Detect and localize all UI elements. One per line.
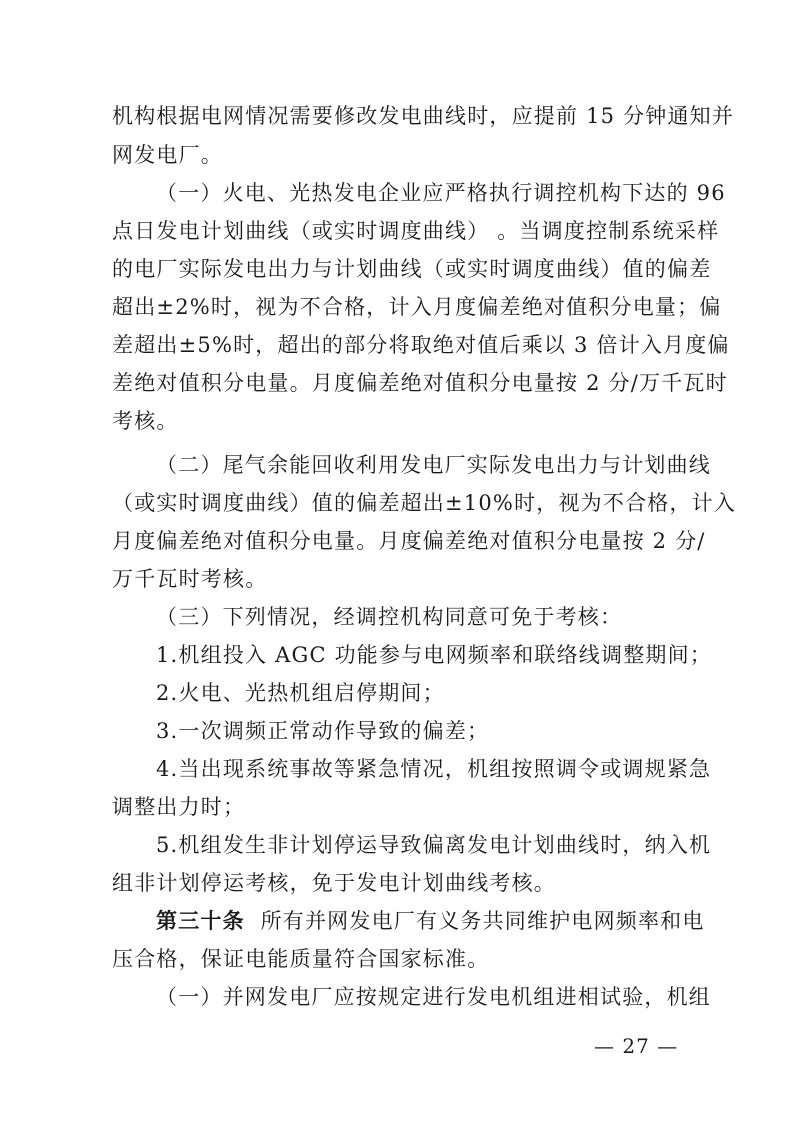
body-text-line: 差超出±5%时，超出的部分将取绝对值后乘以 3 倍计入月度偏 bbox=[112, 333, 730, 357]
body-text-line: 组非计划停运考核，免于发电计划曲线考核。 bbox=[112, 871, 556, 895]
list-item-1: 1.机组投入 AGC 功能参与电网频率和联络线调整期间； bbox=[156, 643, 712, 667]
list-item-5: 5.机组发生非计划停运导致偏离发电计划曲线时，纳入机 bbox=[156, 833, 712, 857]
body-text-line: 点日发电计划曲线（或实时调度曲线） 。当调度控制系统采样 bbox=[112, 219, 720, 243]
body-text-line: 月度偏差绝对值积分电量。月度偏差绝对值积分电量按 2 分/ bbox=[112, 529, 706, 553]
body-text-line: 差绝对值积分电量。月度偏差绝对值积分电量按 2 分/万千瓦时 bbox=[112, 371, 728, 395]
body-text-line: 网发电厂。 bbox=[112, 143, 223, 167]
body-text-line: 超出±2%时，视为不合格，计入月度偏差绝对值积分电量；偏 bbox=[112, 295, 722, 319]
article-heading: 第三十条 bbox=[156, 908, 245, 933]
body-text-line: 调整出力时； bbox=[112, 795, 246, 819]
list-item-3: 3.一次调频正常动作导致的偏差； bbox=[156, 719, 490, 743]
paragraph-3-start: （三）下列情况，经调控机构同意可免于考核： bbox=[156, 605, 623, 629]
article-text: 所有并网发电厂有义务共同维护电网频率和电 bbox=[260, 909, 705, 933]
body-text-line: 压合格，保证电能质量符合国家标准。 bbox=[112, 947, 490, 971]
body-text-line: （或实时调度曲线）值的偏差超出±10%时，视为不合格，计入 bbox=[112, 491, 737, 515]
paragraph-4-start: （一）并网发电厂应按规定进行发电机组进相试验，机组 bbox=[156, 985, 711, 1009]
body-text-line: 的电厂实际发电出力与计划曲线（或实时调度曲线）值的偏差 bbox=[112, 257, 712, 281]
body-text-line: 考核。 bbox=[112, 409, 179, 433]
list-item-2: 2.火电、光热机组启停期间； bbox=[156, 681, 445, 705]
body-text-line: 万千瓦时考核。 bbox=[112, 567, 268, 591]
body-text-line: 机构根据电网情况需要修改发电曲线时，应提前 15 分钟通知并 bbox=[112, 104, 735, 128]
page-number: — 27 — bbox=[594, 1034, 679, 1058]
paragraph-1-start: （一）火电、光热发电企业应严格执行调控机构下达的 96 bbox=[156, 181, 726, 205]
article-30-start bbox=[156, 906, 705, 936]
paragraph-2-start: （二）尾气余能回收利用发电厂实际发电出力与计划曲线 bbox=[156, 453, 711, 477]
list-item-4: 4.当出现系统事故等紧急情况，机组按照调令或调规紧急 bbox=[156, 757, 712, 781]
